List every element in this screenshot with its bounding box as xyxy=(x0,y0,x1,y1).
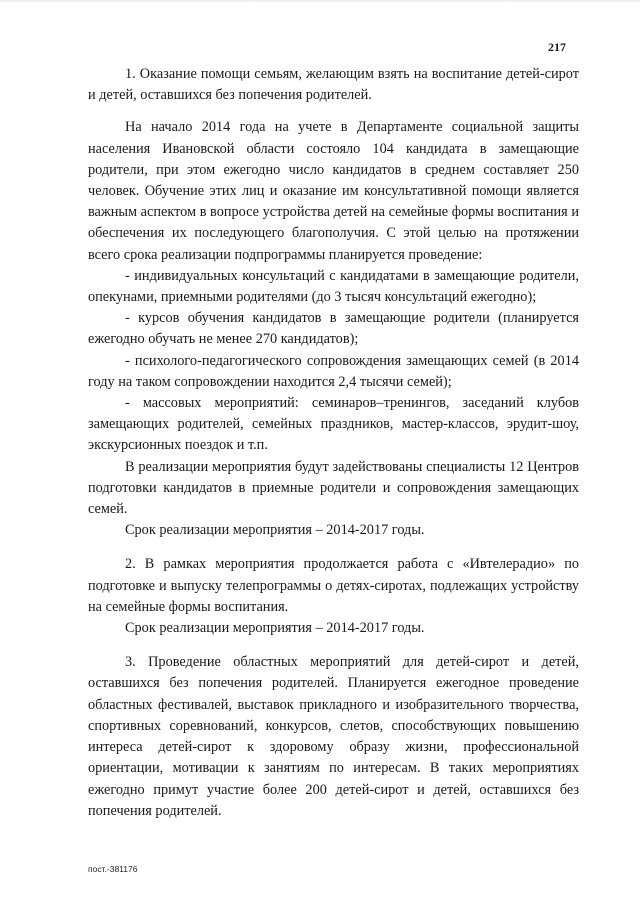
page-number: 217 xyxy=(548,40,566,54)
section-3-heading: 3. Проведение областных мероприятий для детей-сирот и детей, оставшихся без попечения родителей. Планируется ежегодное проведение областных фестивалей, выставок прикладного и изобразительного творчества, спортивных соревнований, конкурсов, слетов, способствующих повышению интереса детей-сирот к здоровому образу жизни, профессиональной ориентации, мотивации к занятиям по интересам. В таких мероприятиях ежегодно примут участие более 200 детей-сирот и детей, оставшихся без попечения родителей. xyxy=(88,654,579,819)
footer-code: пост.-381176 xyxy=(88,864,138,874)
list-item-consultations: - индивидуальных консультаций с кандидатами в замещающие родители, опекунами, приемными родителями (до 3 тысяч консультаций ежегодно); xyxy=(88,267,579,306)
section-1-specialists-paragraph: В реализации мероприятия будут задействованы специалисты 12 Центров подготовки кандидатов в приемные родители и сопровождения замещающих семей. xyxy=(88,458,579,518)
section-2-heading: 2. В рамках мероприятия продолжается работа с «Ивтелерадио» по подготовке и выпуску телепрограммы о детях-сиротах, подлежащих устройству на семейные формы воспитания. xyxy=(88,556,579,615)
scan-edge xyxy=(0,0,640,3)
document-body xyxy=(88,64,579,822)
list-item-courses: - курсов обучения кандидатов в замещающие родители (планируется ежегодно обучать не менее 270 кандидатов); xyxy=(88,310,579,348)
list-item-mass-events: - массовых мероприятий: семинаров–тренингов, заседаний клубов замещающих родителей, семейных праздников, мастер-классов, эрудит-шоу, экскурсионных поездок и т.п. xyxy=(88,395,579,454)
list-item-support: - психолого-педагогического сопровождения замещающих семей (в 2014 году на таком сопровождении находится 2,4 тысячи семей); xyxy=(88,352,579,390)
section-1-intro-paragraph: На начало 2014 года на учете в Департаменте социальной защиты населения Ивановской области состояло 104 кандидата в замещающие родители, при этом ежегодно число кандидатов в среднем составляет 250 человек. Обучение этих лиц и оказание им консультативной помощи является важным аспектом в вопросе устройства детей на семейные формы воспитания и обеспечения их последующего благополучия. С этой целью на протяжении всего срока реализации подпрограммы планируется проведение: xyxy=(88,119,579,263)
section-2-term: Срок реализации мероприятия – 2014-2017 годы. xyxy=(125,620,425,637)
section-1-heading: 1. Оказание помощи семьям, желающим взять на воспитание детей-сирот и детей, оставшихся без попечения родителей. xyxy=(88,66,579,104)
section-1-term: Срок реализации мероприятия – 2014-2017 годы. xyxy=(125,522,425,539)
